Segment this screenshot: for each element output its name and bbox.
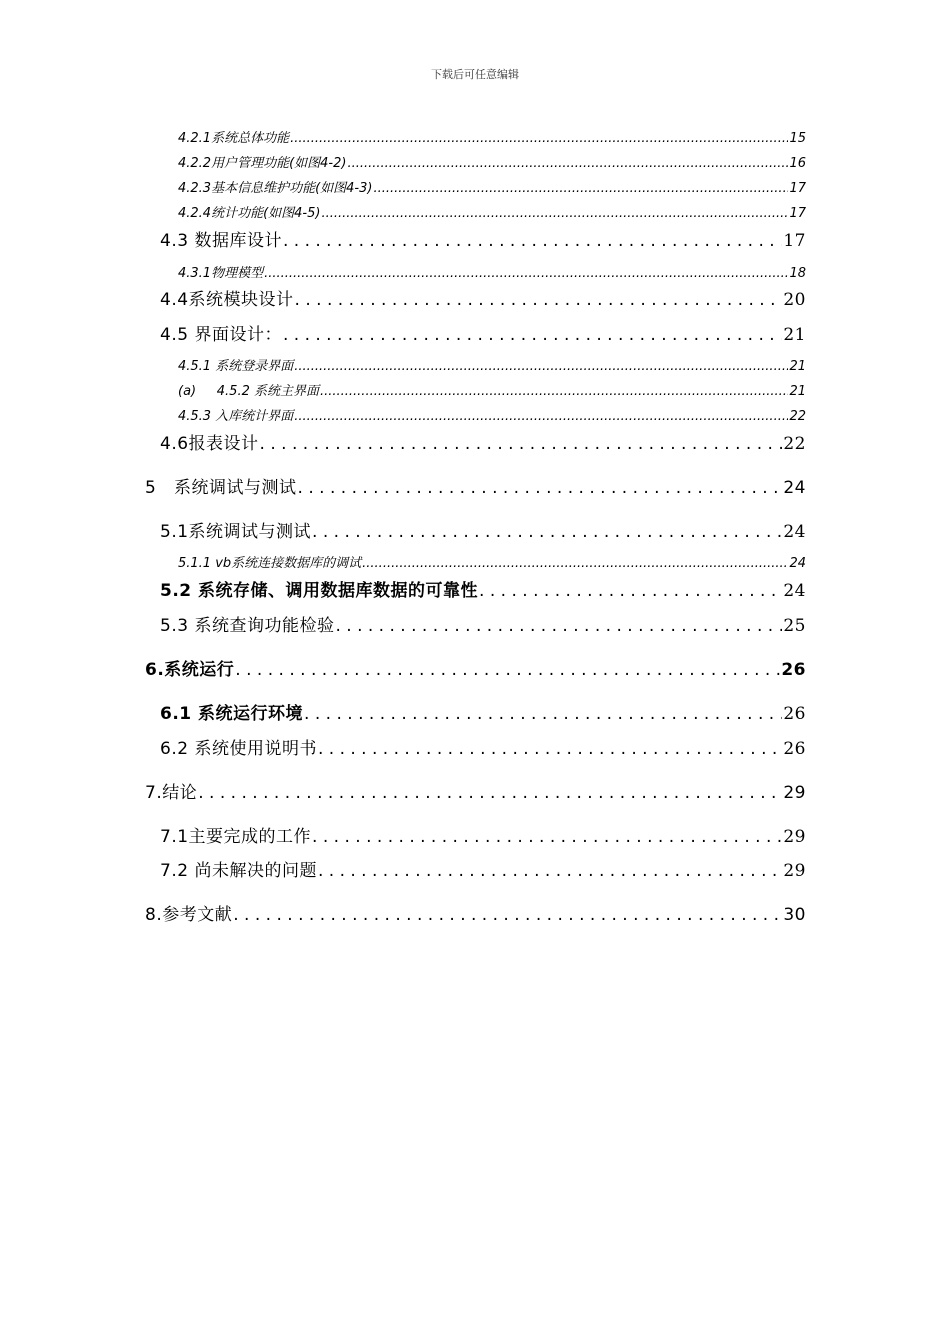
toc-entry[interactable]	[145, 900, 806, 925]
toc-leader	[264, 266, 788, 281]
toc-leader	[304, 704, 782, 724]
toc-entry[interactable]	[178, 262, 806, 281]
toc-entry-page: 24	[783, 478, 806, 498]
toc-entry[interactable]	[178, 355, 806, 374]
toc-entry-page: 24	[789, 556, 806, 571]
toc-entry[interactable]	[178, 405, 806, 424]
toc-leader	[318, 739, 782, 759]
toc-leader	[298, 478, 783, 498]
toc-entry-page: 26	[783, 739, 806, 759]
toc-entry-page: 22	[783, 434, 806, 454]
toc-entry-label: 7.1主要完成的工作	[160, 827, 312, 847]
toc-leader	[321, 206, 788, 221]
toc-leader	[312, 827, 782, 847]
toc-entry[interactable]	[160, 226, 806, 251]
toc-entry[interactable]	[145, 778, 806, 803]
toc-leader	[235, 660, 780, 680]
toc-entry-page: 29	[783, 861, 806, 881]
toc-entry-label: 5.3 系统查询功能检验	[160, 616, 335, 636]
toc-entry[interactable]	[178, 202, 806, 221]
toc-entry[interactable]	[160, 320, 806, 345]
toc-entry[interactable]	[178, 552, 806, 571]
toc-entry-page: 15	[789, 131, 806, 146]
toc-entry-label: 4.4系统模块设计	[160, 290, 294, 310]
toc-entry-page: 30	[783, 905, 806, 925]
toc-entry-label: 6.1 系统运行环境	[160, 704, 304, 724]
toc-entry[interactable]	[160, 822, 806, 847]
toc-leader	[318, 861, 782, 881]
toc-entry-page: 21	[789, 359, 806, 374]
toc-leader	[290, 131, 788, 146]
toc-entry-page: 16	[789, 156, 806, 171]
toc-entry-label: 4.2.2用户管理功能(如图4-2)	[178, 156, 347, 171]
toc-entry[interactable]	[178, 177, 806, 196]
toc-leader	[373, 181, 788, 196]
toc-entry-label: 4.3 数据库设计	[160, 231, 282, 251]
toc-leader	[295, 290, 783, 310]
toc-entry[interactable]	[160, 576, 806, 601]
toc-leader	[347, 156, 788, 171]
toc-entry-label: 4.2.1系统总体功能	[178, 131, 290, 146]
toc-leader	[294, 409, 788, 424]
page-header: 下载后可任意编辑	[431, 68, 519, 81]
toc-entry-label: 5.2 系统存储、调用数据库数据的可靠性	[160, 581, 479, 601]
toc-entry-page: 20	[783, 290, 806, 310]
toc-entry-page: 21	[783, 325, 806, 345]
toc-entry[interactable]	[160, 517, 806, 542]
toc-entry[interactable]	[145, 655, 806, 680]
toc-entry-label: (a) 4.5.2 系统主界面	[178, 384, 319, 399]
toc-entry-page: 24	[783, 581, 806, 601]
toc-entry-label: 4.6报表设计	[160, 434, 259, 454]
toc-entry-label: 4.5.1 系统登录界面	[178, 359, 294, 374]
toc-entry-label: 4.5.3 入库统计界面	[178, 409, 294, 424]
toc-entry-page: 18	[789, 266, 806, 281]
toc-entry-page: 21	[789, 384, 806, 399]
toc-leader	[312, 522, 782, 542]
toc-entry-page: 17	[783, 231, 806, 251]
toc-entry-label: 7.结论	[145, 783, 198, 803]
toc-entry-page: 24	[783, 522, 806, 542]
toc-entry[interactable]	[160, 734, 806, 759]
toc-entry-label: 6.系统运行	[145, 660, 235, 680]
toc-entry-page: 26	[781, 660, 806, 680]
toc-entry-label: 5.1系统调试与测试	[160, 522, 312, 542]
toc-entry[interactable]	[160, 429, 806, 454]
toc-entry-page: 26	[783, 704, 806, 724]
toc-entry-label: 8.参考文献	[145, 905, 233, 925]
toc-entry-page: 29	[783, 827, 806, 847]
toc-entry[interactable]	[178, 152, 806, 171]
toc-entry[interactable]	[178, 380, 806, 399]
toc-entry-label: 4.5 界面设计：	[160, 325, 282, 345]
toc-entry-label: 5 系统调试与测试	[145, 478, 297, 498]
toc-entry[interactable]	[160, 285, 806, 310]
toc-leader	[362, 556, 788, 571]
toc-entry-label: 7.2 尚未解决的问题	[160, 861, 317, 881]
toc-entry-page: 25	[783, 616, 806, 636]
toc-entry[interactable]	[160, 699, 806, 724]
toc-leader	[320, 384, 788, 399]
toc-leader	[283, 325, 782, 345]
toc-leader	[260, 434, 783, 454]
toc-entry-label: 5.1.1 vb系统连接数据库的调试	[178, 556, 362, 571]
toc-entry-page: 22	[789, 409, 806, 424]
toc-entry-label: 4.3.1物理模型	[178, 266, 264, 281]
toc-entry-page: 17	[789, 206, 806, 221]
toc-entry-label: 6.2 系统使用说明书	[160, 739, 317, 759]
toc-leader	[479, 581, 782, 601]
toc-entry[interactable]	[160, 611, 806, 636]
toc-entry-page: 17	[789, 181, 806, 196]
toc-leader	[283, 231, 782, 251]
toc-entry[interactable]	[160, 856, 806, 881]
toc-leader	[294, 359, 788, 374]
toc-leader	[335, 616, 782, 636]
toc-entry-label: 4.2.4统计功能(如图4-5)	[178, 206, 321, 221]
toc-entry-page: 29	[783, 783, 806, 803]
toc-leader	[233, 905, 782, 925]
toc-entry-label: 4.2.3基本信息维护功能(如图4-3)	[178, 181, 373, 196]
toc-entry[interactable]	[178, 127, 806, 146]
toc-leader	[198, 783, 782, 803]
toc-entry[interactable]	[145, 473, 806, 498]
